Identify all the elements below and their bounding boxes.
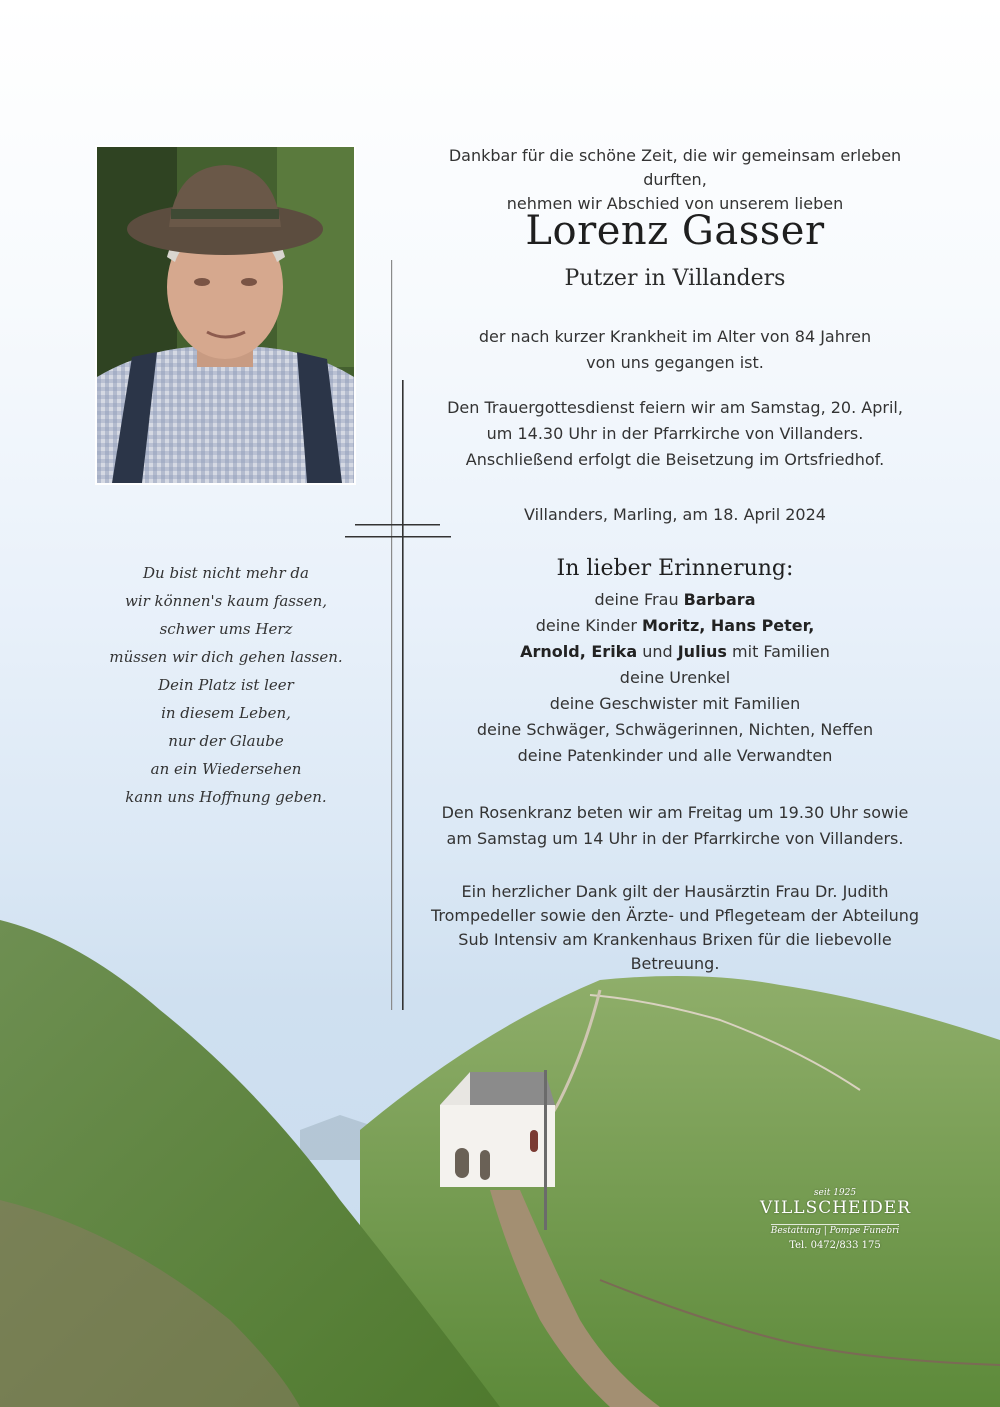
poem-line: schwer ums Herz bbox=[159, 620, 293, 638]
logo-brand: VILLSCHEIDER bbox=[760, 1198, 912, 1218]
poem-line: kann uns Hoffnung geben. bbox=[125, 788, 327, 806]
poem-line: nur der Glaube bbox=[168, 732, 284, 750]
children-names-2: Arnold, Erika bbox=[520, 642, 638, 661]
rosary-line-2: am Samstag um 14 Uhr in der Pfarrkirche von Villanders. bbox=[446, 829, 904, 848]
funeral-text bbox=[420, 395, 930, 473]
rosary-line-1: Den Rosenkranz beten wir am Freitag um 19.30 Uhr sowie bbox=[441, 803, 909, 822]
thanks-text bbox=[420, 880, 930, 976]
remembrance-list bbox=[420, 587, 930, 769]
thanks-line-3: Sub Intensiv am Krankenhaus Brixen für die liebevolle Betreuung. bbox=[458, 930, 892, 973]
intro-line-1: Dankbar für die schöne Zeit, die wir gemeinsam erleben durften, bbox=[448, 146, 902, 189]
remembrance-children-1 bbox=[420, 613, 930, 639]
logo-phone: Tel. 0472/833 175 bbox=[789, 1240, 881, 1251]
deceased-name: Lorenz Gasser bbox=[525, 208, 825, 254]
logo-since: seit 1925 bbox=[813, 1188, 857, 1198]
rosary-text bbox=[420, 800, 930, 852]
passing-line-1: der nach kurzer Krankheit im Alter von 84 Jahren bbox=[478, 327, 872, 346]
poem-line: Dein Platz ist leer bbox=[158, 676, 294, 694]
funeral-home-logo bbox=[760, 1188, 910, 1251]
deceased-occupation: Putzer in Villanders bbox=[564, 266, 786, 291]
poem-line: müssen wir dich gehen lassen. bbox=[109, 648, 343, 666]
thanks-line-1: Ein herzlicher Dank gilt der Hausärztin Frau Dr. Judith bbox=[461, 882, 889, 901]
logo-subtitle: Bestattung | Pompe Funebri bbox=[770, 1226, 900, 1236]
children-last: Julius bbox=[677, 642, 727, 661]
funeral-line-3: Anschließend erfolgt die Beisetzung im Ortsfriedhof. bbox=[465, 450, 885, 469]
remembrance-godchildren: deine Patenkinder und alle Verwandten bbox=[517, 746, 833, 765]
memorial-poem bbox=[95, 559, 357, 811]
children-und: und bbox=[637, 642, 678, 661]
funeral-line-2: um 14.30 Uhr in der Pfarrkirche von Villanders. bbox=[486, 424, 864, 443]
wife-name: Barbara bbox=[683, 590, 756, 609]
remembrance-wife bbox=[420, 587, 930, 613]
poem-line: wir können's kaum fassen, bbox=[124, 592, 328, 610]
portrait-photo bbox=[95, 145, 356, 485]
funeral-line-1: Den Trauergottesdienst feiern wir am Samstag, 20. April, bbox=[447, 398, 903, 417]
children-suffix: mit Familien bbox=[726, 642, 830, 661]
poem-line: an ein Wiedersehen bbox=[150, 760, 302, 778]
place-date-text: Villanders, Marling, am 18. April 2024 bbox=[524, 505, 826, 524]
poem-line: in diesem Leben, bbox=[161, 704, 291, 722]
remembrance-inlaws: deine Schwäger, Schwägerinnen, Nichten, Neffen bbox=[476, 720, 874, 739]
children-names-1: Moritz, Hans Peter, bbox=[642, 616, 815, 635]
passing-line-2: von uns gegangen ist. bbox=[586, 353, 764, 372]
intro-line-2: nehmen wir Abschied von unserem lieben bbox=[506, 194, 844, 213]
poem-line: Du bist nicht mehr da bbox=[143, 564, 309, 582]
thanks-line-2: Trompedeller sowie den Ärzte- und Pflegeteam der Abteilung bbox=[430, 906, 920, 925]
wife-prefix: deine Frau bbox=[594, 590, 684, 609]
intro-text bbox=[420, 144, 930, 216]
remembrance-siblings: deine Geschwister mit Familien bbox=[549, 694, 801, 713]
place-date bbox=[420, 502, 930, 528]
remembrance-title: In lieber Erinnerung: bbox=[556, 556, 794, 581]
passing-text bbox=[420, 324, 930, 376]
children-prefix: deine Kinder bbox=[535, 616, 642, 635]
portrait-image bbox=[97, 147, 354, 483]
remembrance-children-2 bbox=[420, 639, 930, 665]
mountain-landscape-background bbox=[0, 900, 1000, 1407]
remembrance-grandchildren: deine Urenkel bbox=[619, 668, 731, 687]
